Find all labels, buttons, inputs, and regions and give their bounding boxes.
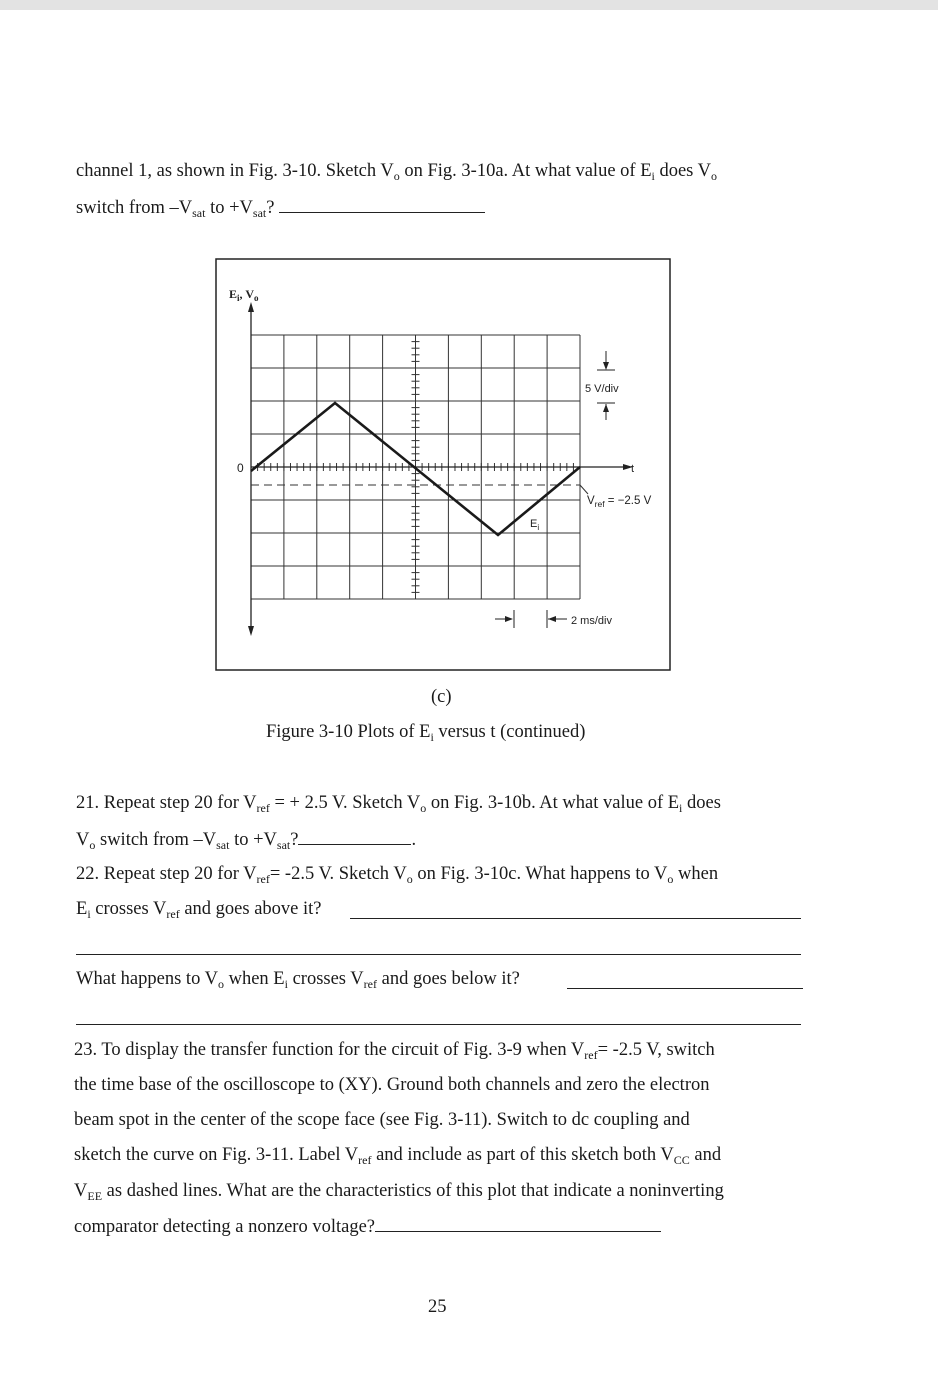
- step22-line-2: $E_i$ crosses $V_{ref}$ and goes above it?: [76, 899, 322, 921]
- page-number: 25: [428, 1297, 447, 1317]
- top-border-strip: [0, 0, 938, 10]
- tdiv-label: 2 ms/div: [571, 615, 612, 627]
- intro-line-1: channel 1, as shown in Fig. 3-10. Sketch $V_o$ on Fig. 3-10a. At what value of $E_i$ does $V_o$: [76, 161, 718, 183]
- t-axis-label: t: [631, 463, 635, 475]
- vdiv-label: 5 V/div: [585, 383, 619, 395]
- y-axis-arrow-down-icon: [248, 626, 254, 636]
- step23-line-1: 23. To display the transfer function for the circuit of Fig. 3-9 when $V_{ref}= -2.5$ V, switch: [74, 1040, 715, 1062]
- figure-3-10c: [215, 258, 671, 671]
- answer-line-step22-above-cont[interactable]: [76, 954, 801, 955]
- zero-label: 0: [237, 461, 244, 475]
- intro-line-2: switch from $-V_{sat}$ to $+V_{sat}$?: [76, 196, 485, 219]
- answer-line-step22-below-cont[interactable]: [76, 1024, 801, 1025]
- tdiv-arrow-right-icon: [505, 616, 513, 622]
- step22-line-1: 22. Repeat step 20 for $V_{ref}= -2.5$ V. Sketch $V_o$ on Fig. 3-10c. What happens to $V_o$ when: [76, 864, 719, 886]
- step21-line-1: 21. Repeat step 20 for $V_{ref}$ = + 2.5 V. Sketch $V_o$ on Fig. 3-10b. At what value of $E_i$ does: [76, 793, 721, 815]
- figure-caption: Figure 3-10 Plots of $E_i$ versus t (continued): [266, 722, 586, 744]
- y-axis-label: $E_i$, $V_o$: [229, 287, 259, 303]
- figure-sublabel: (c): [431, 687, 452, 707]
- y-axis-arrow-up-icon: [248, 302, 254, 312]
- answer-blank-step22-below[interactable]: [567, 988, 803, 989]
- step23-line-5: $V_{EE}$ as dashed lines. What are the characteristics of this plot that indicate a noninverting: [74, 1181, 724, 1203]
- step23-line-6: comparator detecting a nonzero voltage?: [74, 1215, 661, 1238]
- step23-line-2: the time base of the oscilloscope to (XY). Ground both channels and zero the electron: [74, 1075, 710, 1095]
- step23-line-4: sketch the curve on Fig. 3-11. Label $V_{ref}$ and include as part of this sketch both $V_{CC}$ and: [74, 1145, 722, 1167]
- step23-line-3: beam spot in the center of the scope face (see Fig. 3-11). Switch to dc coupling and: [74, 1110, 690, 1130]
- vref-label: $V_{ref} = -2.5$ V: [587, 495, 652, 509]
- step22-line-3: What happens to $V_o$ when $E_i$ crosses $V_{ref}$ and goes below it?: [76, 969, 520, 991]
- vref-leader-line: [580, 485, 588, 494]
- answer-blank-step22-above[interactable]: [350, 918, 801, 919]
- answer-blank-step23[interactable]: [375, 1215, 661, 1232]
- step21-line-2: $V_o$ switch from $-V_{sat}$ to $+V_{sat}$? .: [76, 830, 417, 852]
- answer-blank-vsat-switch[interactable]: [279, 196, 485, 213]
- vdiv-arrow-down-icon: [603, 362, 609, 370]
- ei-label: $E_i$: [530, 518, 540, 532]
- answer-blank-step21[interactable]: [298, 828, 411, 845]
